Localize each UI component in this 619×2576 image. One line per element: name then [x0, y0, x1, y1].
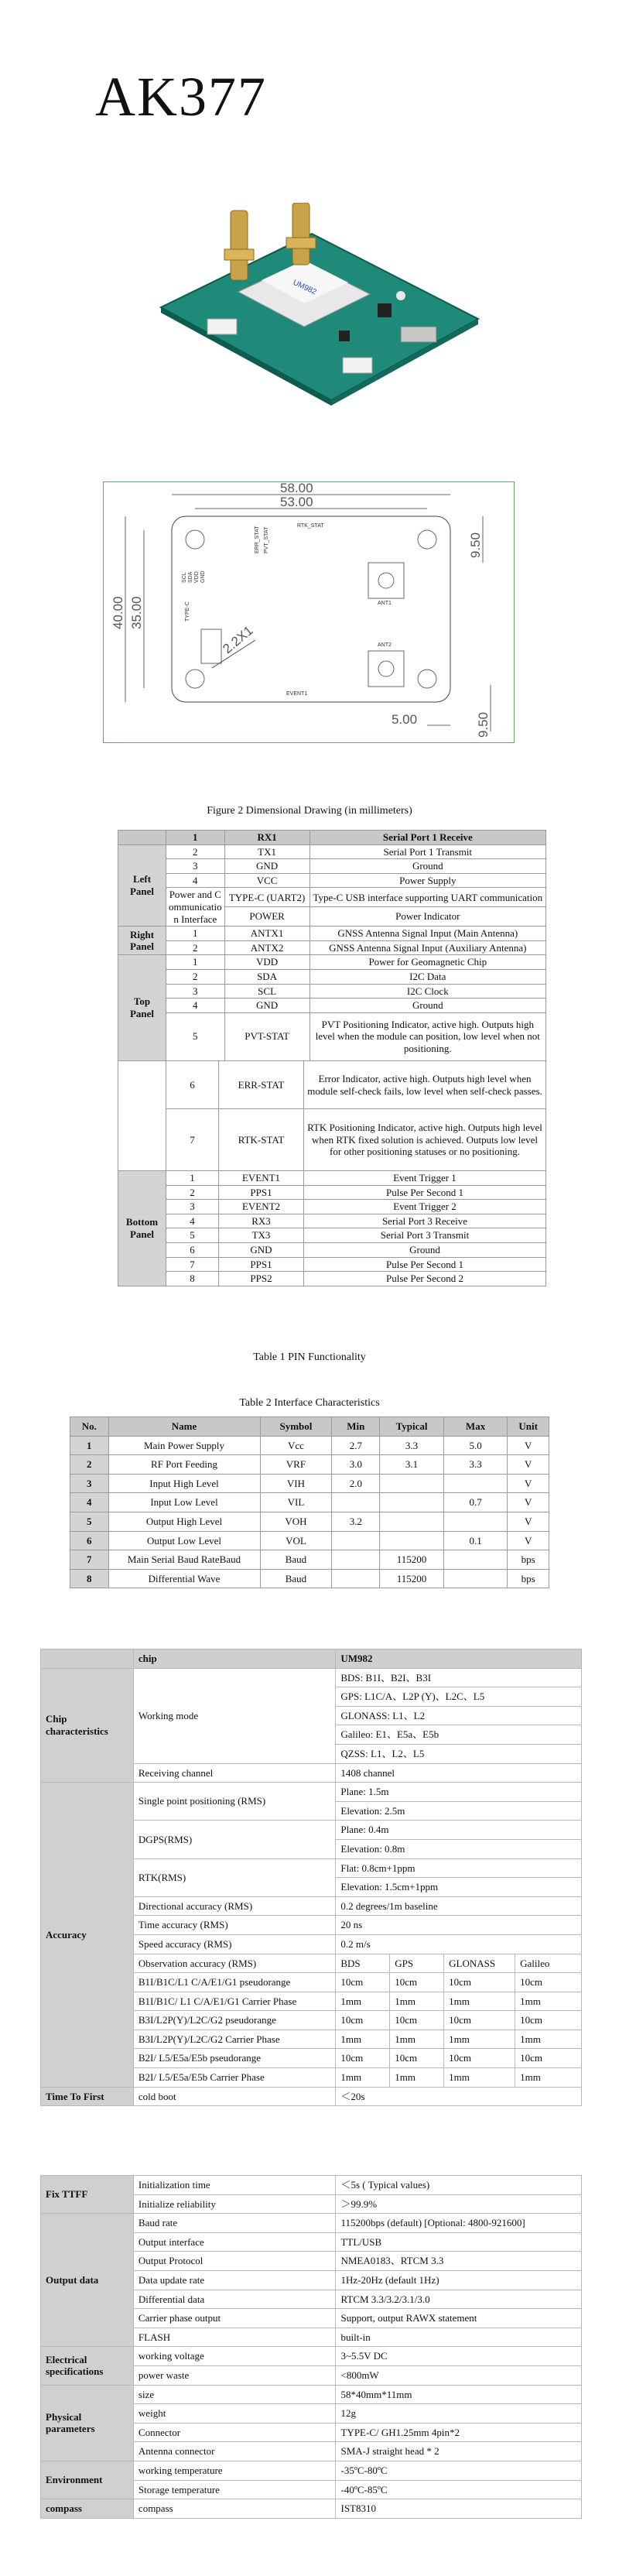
obs-col: Galileo: [515, 1954, 582, 1973]
pin-table-part1: [118, 830, 546, 1061]
obs-col: GLONASS: [444, 1954, 515, 1973]
spec-label: Connector: [133, 2423, 336, 2442]
iface-cell: bps: [508, 1550, 549, 1570]
iface-header: Symbol: [260, 1417, 332, 1437]
iface-cell: 2.7: [332, 1436, 380, 1455]
obs-cell: 1mm: [336, 2030, 390, 2049]
pin-header-desc: Serial Port 1 Receive: [310, 831, 545, 845]
iface-cell: [380, 1474, 444, 1493]
pin-num: 5: [166, 1012, 225, 1060]
pin-desc: GNSS Antenna Signal Input (Main Antenna): [310, 927, 545, 941]
spec-label: Differential data: [133, 2290, 336, 2309]
iface-cell: [443, 1569, 508, 1588]
spec-value: SMA-J straight head * 2: [336, 2442, 582, 2461]
pin-desc: Event Trigger 1: [304, 1171, 546, 1186]
iface-cell: [443, 1550, 508, 1570]
pin-num: 4: [166, 873, 225, 888]
obs-cell: 10cm: [515, 2049, 582, 2068]
obs-col: BDS: [336, 1954, 390, 1973]
pin-header-name: RX1: [224, 831, 310, 845]
obs-cell: 1mm: [515, 1992, 582, 2011]
interface-table: [70, 1416, 549, 1588]
iface-cell: bps: [508, 1569, 549, 1588]
group-top-panel: Top Panel: [118, 955, 166, 1060]
spec-label: Storage temperature: [133, 2480, 336, 2499]
spec-value: 115200bps (default) [Optional: 4800-921600]: [336, 2214, 582, 2233]
obs-cell: 1mm: [390, 2030, 444, 2049]
pin-name: VCC: [224, 873, 310, 888]
obs-cell: 10cm: [336, 1973, 390, 1992]
pin-name: GND: [224, 999, 310, 1013]
obs-cell: 1mm: [444, 2030, 515, 2049]
spec-value: 58*40mm*11mm: [336, 2385, 582, 2404]
spec-label: cold boot: [133, 2087, 335, 2106]
obs-row-label: B3I/L2P(Y)/L2C/G2 pseudorange: [133, 2011, 335, 2030]
pin-name: EVENT1: [219, 1171, 304, 1186]
iface-cell: 3.3: [443, 1455, 508, 1475]
dim-width: 58.00: [280, 482, 313, 495]
pin-num: 6: [166, 1061, 219, 1109]
dim-ant1: 9.50: [468, 532, 483, 558]
blank-group-cell: [118, 1061, 166, 1171]
spec-value: RTCM 3.3/3.2/3.1/3.0: [336, 2290, 582, 2309]
lbl-err-stat: ERR_STAT: [255, 526, 260, 553]
iface-cell: Input Low Level: [108, 1493, 260, 1512]
obs-row-label: B2I/ L5/E5a/E5b Carrier Phase: [133, 2068, 335, 2088]
spec-value: ＜20s: [336, 2087, 582, 2106]
pin-desc: Pulse Per Second 1: [304, 1185, 546, 1200]
pin-desc: RTK Positioning Indicator, active high. Outputs high level when RTK fixed solution is achieved. Outputs low level for other positioning statuses or no positioning.: [304, 1109, 546, 1171]
spec-value: -35ºC-80ºC: [336, 2461, 582, 2480]
iface-cell: 6: [70, 1531, 109, 1550]
page-title: AK377: [95, 66, 267, 128]
lbl-ant1: ANT1: [378, 601, 392, 606]
product-board-image: [145, 203, 486, 406]
obs-col: GPS: [390, 1954, 444, 1973]
pin-num: 2: [166, 1185, 219, 1200]
figure-caption: Figure 2 Dimensional Drawing (in millimeters): [207, 805, 412, 817]
pin-desc: Ground: [310, 999, 545, 1013]
pin-num: 8: [166, 1272, 219, 1286]
obs-cell: 1mm: [336, 1992, 390, 2011]
dim-height: 40.00: [111, 596, 125, 629]
pin-name: SCL: [224, 984, 310, 999]
spec-value: 1408 channel: [336, 1763, 582, 1783]
spec-value: <800mW: [336, 2365, 582, 2385]
iface-cell: RF Port Feeding: [108, 1455, 260, 1475]
pin-name: RTK-STAT: [219, 1109, 304, 1171]
iface-cell: [443, 1474, 508, 1493]
spec-label: Receiving channel: [133, 1763, 335, 1783]
iface-cell: Baud: [260, 1569, 332, 1588]
obs-cell: 10cm: [390, 2049, 444, 2068]
spec-value: IST8310: [336, 2499, 582, 2519]
spec-label: Time accuracy (RMS): [133, 1916, 335, 1935]
spec-label: Output interface: [133, 2232, 336, 2252]
obs-cell: 10cm: [444, 1973, 515, 1992]
obs-cell: 1mm: [390, 1992, 444, 2011]
spec-label: power waste: [133, 2365, 336, 2385]
iface-cell: VOH: [260, 1512, 332, 1531]
spec-value: Plane: 0.4m: [336, 1821, 582, 1840]
group-right-panel: Right Panel: [118, 927, 166, 955]
pin-num: 7: [166, 1109, 219, 1171]
iface-cell: 115200: [380, 1550, 444, 1570]
spec-category: Fix TTFF: [41, 2176, 134, 2214]
pin-desc: Serial Port 3 Transmit: [304, 1228, 546, 1243]
spec-value: Plane: 1.5m: [336, 1783, 582, 1802]
spec-value: GPS: L1C/A、L2P (Y)、L2C、L5: [336, 1687, 582, 1707]
iface-cell: 1: [70, 1436, 109, 1455]
pin-desc: I2C Data: [310, 969, 545, 984]
pin-desc: Ground: [310, 859, 545, 874]
pin-num: 3: [166, 984, 225, 999]
spec-label: Speed accuracy (RMS): [133, 1934, 335, 1954]
spec-label: working temperature: [133, 2461, 336, 2480]
spec-value: built-in: [336, 2328, 582, 2347]
pin-name: TYPE-C (UART2): [224, 888, 310, 907]
iface-cell: Output Low Level: [108, 1531, 260, 1550]
spec-value: -40ºC-85ºC: [336, 2480, 582, 2499]
iface-cell: 5: [70, 1512, 109, 1531]
iface-cell: [380, 1493, 444, 1512]
obs-cell: 10cm: [444, 2049, 515, 2068]
spec-value: 0.2 m/s: [336, 1934, 582, 1954]
pin-desc: Ground: [304, 1242, 546, 1257]
iface-cell: 3: [70, 1474, 109, 1493]
spec-value: NMEA0183、RTCM 3.3: [336, 2252, 582, 2271]
pin-num: 2: [166, 940, 225, 955]
spec-value: 0.2 degrees/1m baseline: [336, 1896, 582, 1916]
obs-cell: 1mm: [444, 1992, 515, 2011]
pin-desc: GNSS Antenna Signal Input (Auxiliary Antenna): [310, 940, 545, 955]
pin-desc: Serial Port 1 Transmit: [310, 844, 545, 859]
spec-label: RTK(RMS): [133, 1858, 335, 1896]
spec-value: 1Hz-20Hz (default 1Hz): [336, 2270, 582, 2290]
pin-num: Power and C ommunicatio n Interface: [166, 888, 225, 927]
spec-label: compass: [133, 2499, 336, 2519]
spec-label: Directional accuracy (RMS): [133, 1896, 335, 1916]
pin-num: 4: [166, 1214, 219, 1228]
dim-hole-height: 35.00: [129, 596, 144, 629]
pin-name: GND: [224, 859, 310, 874]
lbl-vdd: VDD: [194, 571, 200, 583]
chip-label: UM982: [291, 278, 318, 297]
dim-hole-span: 53.00: [280, 495, 313, 509]
spec-category: Chip characteristics: [41, 1668, 134, 1783]
iface-cell: Main Power Supply: [108, 1436, 260, 1455]
obs-cell: 10cm: [336, 2049, 390, 2068]
spec-label: Observation accuracy (RMS): [133, 1954, 335, 1973]
spec-label: Carrier phase output: [133, 2309, 336, 2328]
spec-value: BDS: B1I、B2I、B3I: [336, 1668, 582, 1687]
spec-label: weight: [133, 2404, 336, 2424]
obs-cell: 1mm: [444, 2068, 515, 2088]
spec-value: 12g: [336, 2404, 582, 2424]
spec-label: Initialization time: [133, 2176, 336, 2195]
iface-cell: 2.0: [332, 1474, 380, 1493]
spec-label: size: [133, 2385, 336, 2404]
iface-cell: VIH: [260, 1474, 332, 1493]
lbl-rtk-stat: RTK_STAT: [297, 523, 324, 529]
lbl-typec: TYPE-C: [185, 601, 190, 622]
group-bottom-panel: Bottom Panel: [118, 1171, 166, 1286]
dimension-drawing: [103, 481, 515, 743]
iface-cell: V: [508, 1474, 549, 1493]
spec-value: 3~5.5V DC: [336, 2347, 582, 2366]
lbl-gnd: GND: [200, 570, 206, 583]
pin-name: SDA: [224, 969, 310, 984]
iface-cell: [443, 1512, 508, 1531]
spec-category: Electrical specifications: [41, 2347, 134, 2385]
spec-label: Single point positioning (RMS): [133, 1783, 335, 1821]
pin-name: VDD: [224, 955, 310, 970]
spec-table-part2: [40, 2175, 582, 2519]
iface-header: No.: [70, 1417, 109, 1437]
pin-num: 7: [166, 1257, 219, 1272]
pin-header-blank: [118, 831, 166, 845]
iface-cell: [332, 1550, 380, 1570]
pin-name: PPS2: [219, 1272, 304, 1286]
iface-cell: [332, 1531, 380, 1550]
spec-category: Accuracy: [41, 1783, 134, 2088]
spec-category: Environment: [41, 2461, 134, 2499]
iface-cell: 3.0: [332, 1455, 380, 1475]
pin-num: 1: [166, 955, 225, 970]
spec-value: Flat: 0.8cm+1ppm: [336, 1858, 582, 1878]
pin-name: ANTX2: [224, 940, 310, 955]
pin-num: 6: [166, 1242, 219, 1257]
iface-cell: Differential Wave: [108, 1569, 260, 1588]
dim-corner: 5.00: [392, 712, 418, 727]
spec-category: Output data: [41, 2214, 134, 2347]
dim-hole-dia: 2.2X1: [220, 622, 256, 657]
pin-name: PVT-STAT: [224, 1012, 310, 1060]
obs-row-label: B1I/B1C/ L1 C/A/E1/G1 Carrier Phase: [133, 1992, 335, 2011]
group-left-panel: Left Panel: [118, 844, 166, 927]
iface-cell: 3.2: [332, 1512, 380, 1531]
spec-value: GLONASS: L1、L2: [336, 1706, 582, 1725]
spec-category: Time To First: [41, 2087, 134, 2106]
lbl-pvt-stat: PVT_STAT: [264, 526, 269, 553]
pin-desc: Event Trigger 2: [304, 1200, 546, 1214]
iface-cell: V: [508, 1455, 549, 1475]
iface-cell: Vcc: [260, 1436, 332, 1455]
iface-cell: 0.1: [443, 1531, 508, 1550]
spec-label: Initialize reliability: [133, 2194, 336, 2214]
spec-label: FLASH: [133, 2328, 336, 2347]
iface-cell: Main Serial Baud RateBaud: [108, 1550, 260, 1570]
spec-label: working voltage: [133, 2347, 336, 2366]
iface-cell: 8: [70, 1569, 109, 1588]
spec-chip-label: chip: [133, 1649, 335, 1669]
pin-desc: Power Indicator: [310, 907, 545, 927]
iface-header: Min: [332, 1417, 380, 1437]
pin-name: ERR-STAT: [219, 1061, 304, 1109]
dim-ant2: 9.50: [476, 711, 491, 738]
iface-cell: V: [508, 1531, 549, 1550]
lbl-sda: SDA: [188, 571, 193, 583]
lbl-event1: EVENT1: [286, 691, 308, 697]
obs-cell: 10cm: [515, 2011, 582, 2030]
pin-num: 3: [166, 1200, 219, 1214]
spec-value: 20 ns: [336, 1916, 582, 1935]
iface-cell: 3.3: [380, 1436, 444, 1455]
pin-name: TX3: [219, 1228, 304, 1243]
iface-cell: 2: [70, 1455, 109, 1475]
spec-value: Galileo: E1、E5a、E5b: [336, 1725, 582, 1745]
obs-cell: 1mm: [515, 2030, 582, 2049]
iface-cell: Baud: [260, 1550, 332, 1570]
pin-name: PPS1: [219, 1185, 304, 1200]
spec-blank: [41, 1649, 134, 1669]
iface-cell: VIL: [260, 1493, 332, 1512]
iface-cell: 5.0: [443, 1436, 508, 1455]
spec-value: TTL/USB: [336, 2232, 582, 2252]
spec-value: ＞99.9%: [336, 2194, 582, 2214]
pin-desc: Type-C USB interface supporting UART communication: [310, 888, 545, 907]
iface-cell: 7: [70, 1550, 109, 1570]
pin-num: 1: [166, 1171, 219, 1186]
pin-desc: Pulse Per Second 1: [304, 1257, 546, 1272]
spec-value: Elevation: 2.5m: [336, 1801, 582, 1821]
spec-category: compass: [41, 2499, 134, 2519]
pin-desc: Power for Geomagnetic Chip: [310, 955, 545, 970]
iface-cell: Output High Level: [108, 1512, 260, 1531]
obs-cell: 1mm: [515, 2068, 582, 2088]
obs-cell: 1mm: [390, 2068, 444, 2088]
pin-desc: Power Supply: [310, 873, 545, 888]
spec-value: ＜5s ( Typical values): [336, 2176, 582, 2195]
spec-label: Baud rate: [133, 2214, 336, 2233]
iface-cell: 115200: [380, 1569, 444, 1588]
iface-cell: [332, 1493, 380, 1512]
table1-caption: Table 1 PIN Functionality: [253, 1351, 366, 1363]
obs-cell: 10cm: [390, 2011, 444, 2030]
iface-header: Name: [108, 1417, 260, 1437]
pin-name: GND: [219, 1242, 304, 1257]
pin-num: 3: [166, 859, 225, 874]
pin-name: POWER: [224, 907, 310, 927]
pin-name: PPS1: [219, 1257, 304, 1272]
table2-caption: Table 2 Interface Characteristics: [239, 1397, 380, 1409]
iface-cell: VRF: [260, 1455, 332, 1475]
spec-value: Elevation: 1.5cm+1ppm: [336, 1878, 582, 1897]
iface-cell: [332, 1569, 380, 1588]
spec-value: QZSS: L1、L2、L5: [336, 1744, 582, 1763]
pin-num: 2: [166, 844, 225, 859]
pin-name: RX3: [219, 1214, 304, 1228]
pin-desc: Pulse Per Second 2: [304, 1272, 546, 1286]
spec-label: DGPS(RMS): [133, 1821, 335, 1858]
spec-table-part1: [40, 1649, 582, 2106]
pin-name: EVENT2: [219, 1200, 304, 1214]
spec-label: Output Protocol: [133, 2252, 336, 2271]
pin-num: 4: [166, 999, 225, 1013]
pin-desc: I2C Clock: [310, 984, 545, 999]
iface-header: Max: [443, 1417, 508, 1437]
spec-category: Physical parameters: [41, 2385, 134, 2461]
pin-header-num: 1: [166, 831, 225, 845]
spec-chip-value: UM982: [336, 1649, 582, 1669]
pin-num: 2: [166, 969, 225, 984]
obs-cell: 10cm: [336, 2011, 390, 2030]
iface-cell: [380, 1531, 444, 1550]
spec-value: Elevation: 0.8m: [336, 1839, 582, 1858]
iface-cell: [380, 1512, 444, 1531]
pin-table-part2: [118, 1060, 546, 1286]
iface-cell: 4: [70, 1493, 109, 1512]
pin-num: 5: [166, 1228, 219, 1243]
iface-cell: Input High Level: [108, 1474, 260, 1493]
spec-value: Support, output RAWX statement: [336, 2309, 582, 2328]
pin-desc: PVT Positioning Indicator, active high. Outputs high level when the module can position, low level when not positioning.: [310, 1012, 545, 1060]
pin-name: TX1: [224, 844, 310, 859]
obs-cell: 1mm: [336, 2068, 390, 2088]
iface-header: Unit: [508, 1417, 549, 1437]
iface-header: Typical: [380, 1417, 444, 1437]
obs-row-label: B2I/ L5/E5a/E5b pseudorange: [133, 2049, 335, 2068]
spec-label: Antenna connector: [133, 2442, 336, 2461]
iface-cell: V: [508, 1493, 549, 1512]
obs-cell: 10cm: [390, 1973, 444, 1992]
obs-cell: 10cm: [515, 1973, 582, 1992]
iface-cell: 0.7: [443, 1493, 508, 1512]
iface-cell: V: [508, 1436, 549, 1455]
pin-num: 1: [166, 927, 225, 941]
iface-cell: VOL: [260, 1531, 332, 1550]
obs-cell: 10cm: [444, 2011, 515, 2030]
iface-cell: V: [508, 1512, 549, 1531]
iface-cell: 3.1: [380, 1455, 444, 1475]
spec-label: Data update rate: [133, 2270, 336, 2290]
pin-desc: Serial Port 3 Receive: [304, 1214, 546, 1228]
pin-name: ANTX1: [224, 927, 310, 941]
lbl-scl: SCL: [182, 572, 187, 583]
spec-label: Working mode: [133, 1668, 335, 1763]
obs-row-label: B3I/L2P(Y)/L2C/G2 Carrier Phase: [133, 2030, 335, 2049]
obs-row-label: B1I/B1C/L1 C/A/E1/G1 pseudorange: [133, 1973, 335, 1992]
pin-desc: Error Indicator, active high. Outputs high level when module self-check fails, low level when self-check passes.: [304, 1061, 546, 1109]
spec-value: TYPE-C/ GH1.25mm 4pin*2: [336, 2423, 582, 2442]
lbl-ant2: ANT2: [378, 642, 392, 648]
